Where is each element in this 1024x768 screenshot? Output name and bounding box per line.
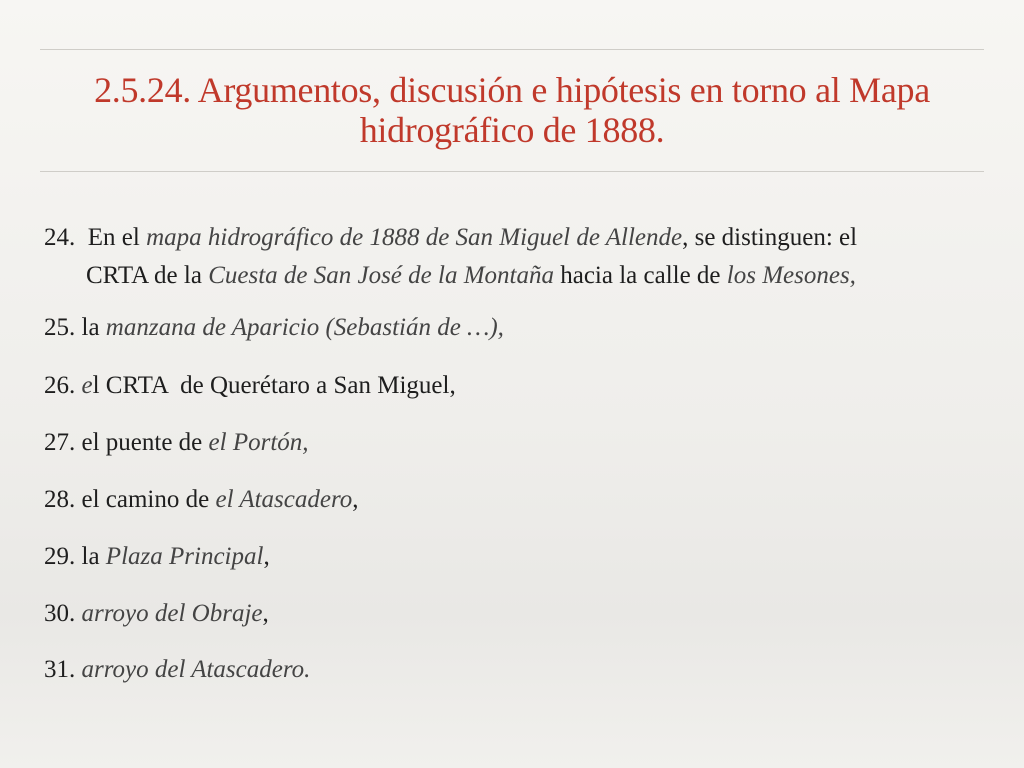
item-italic-text: el Portón,	[208, 429, 309, 456]
item-italic-text: arroyo del Atascadero.	[81, 656, 311, 683]
item-number: 31.	[44, 656, 76, 683]
item-text: En el	[75, 224, 147, 251]
item-text: CRTA de la	[86, 262, 209, 289]
list-item-29	[44, 538, 984, 576]
item-text: la	[75, 314, 106, 341]
item-number: 24.	[44, 224, 76, 251]
item-number: 26.	[44, 372, 76, 399]
item-text: el camino de	[75, 486, 216, 513]
bottom-divider	[40, 171, 984, 172]
list-item-24	[44, 219, 984, 295]
item-text: , se distinguen: el	[682, 224, 858, 251]
title-line-1: 2.5.24. Argumentos, discusión e hipótesis en torno al Mapa	[94, 70, 930, 110]
item-italic-text: los Mesones,	[726, 262, 856, 289]
list-item-28	[44, 481, 984, 519]
item-number: 29.	[44, 543, 76, 570]
item-number: 30.	[44, 600, 76, 627]
list-item-27	[44, 424, 984, 462]
item-italic-text: mapa hidrográfico de 1888 de San Miguel de Allende	[146, 224, 683, 251]
item-number: 27.	[44, 429, 76, 456]
list-item-31	[44, 651, 984, 689]
item-italic-text: e	[75, 372, 93, 399]
item-text: ,	[262, 600, 269, 627]
item-text: l CRTA de Querétaro a San Miguel,	[92, 372, 456, 399]
top-divider	[40, 49, 984, 50]
item-text: el puente de	[75, 429, 209, 456]
list-item-30	[44, 595, 984, 633]
item-italic-text: Cuesta de San José de la Montaña	[208, 262, 554, 289]
item-text: hacia la calle de	[553, 262, 727, 289]
item-italic-text: arroyo del Obraje	[81, 600, 263, 627]
item-number: 25.	[44, 314, 76, 341]
item-italic-text: Plaza Principal	[105, 543, 264, 570]
item-text: ,	[263, 543, 270, 570]
item-italic-text: el Atascadero	[215, 486, 353, 513]
list-item-26	[44, 367, 984, 405]
list-item-25	[44, 309, 984, 347]
title-line-2: hidrográfico de 1888.	[359, 110, 665, 150]
slide-title	[40, 70, 984, 150]
item-text: la	[75, 543, 106, 570]
item-continuation	[44, 257, 984, 295]
item-italic-text: manzana de Aparicio (Sebastián de …),	[105, 314, 504, 341]
item-number: 28.	[44, 486, 76, 513]
item-text: ,	[352, 486, 359, 513]
